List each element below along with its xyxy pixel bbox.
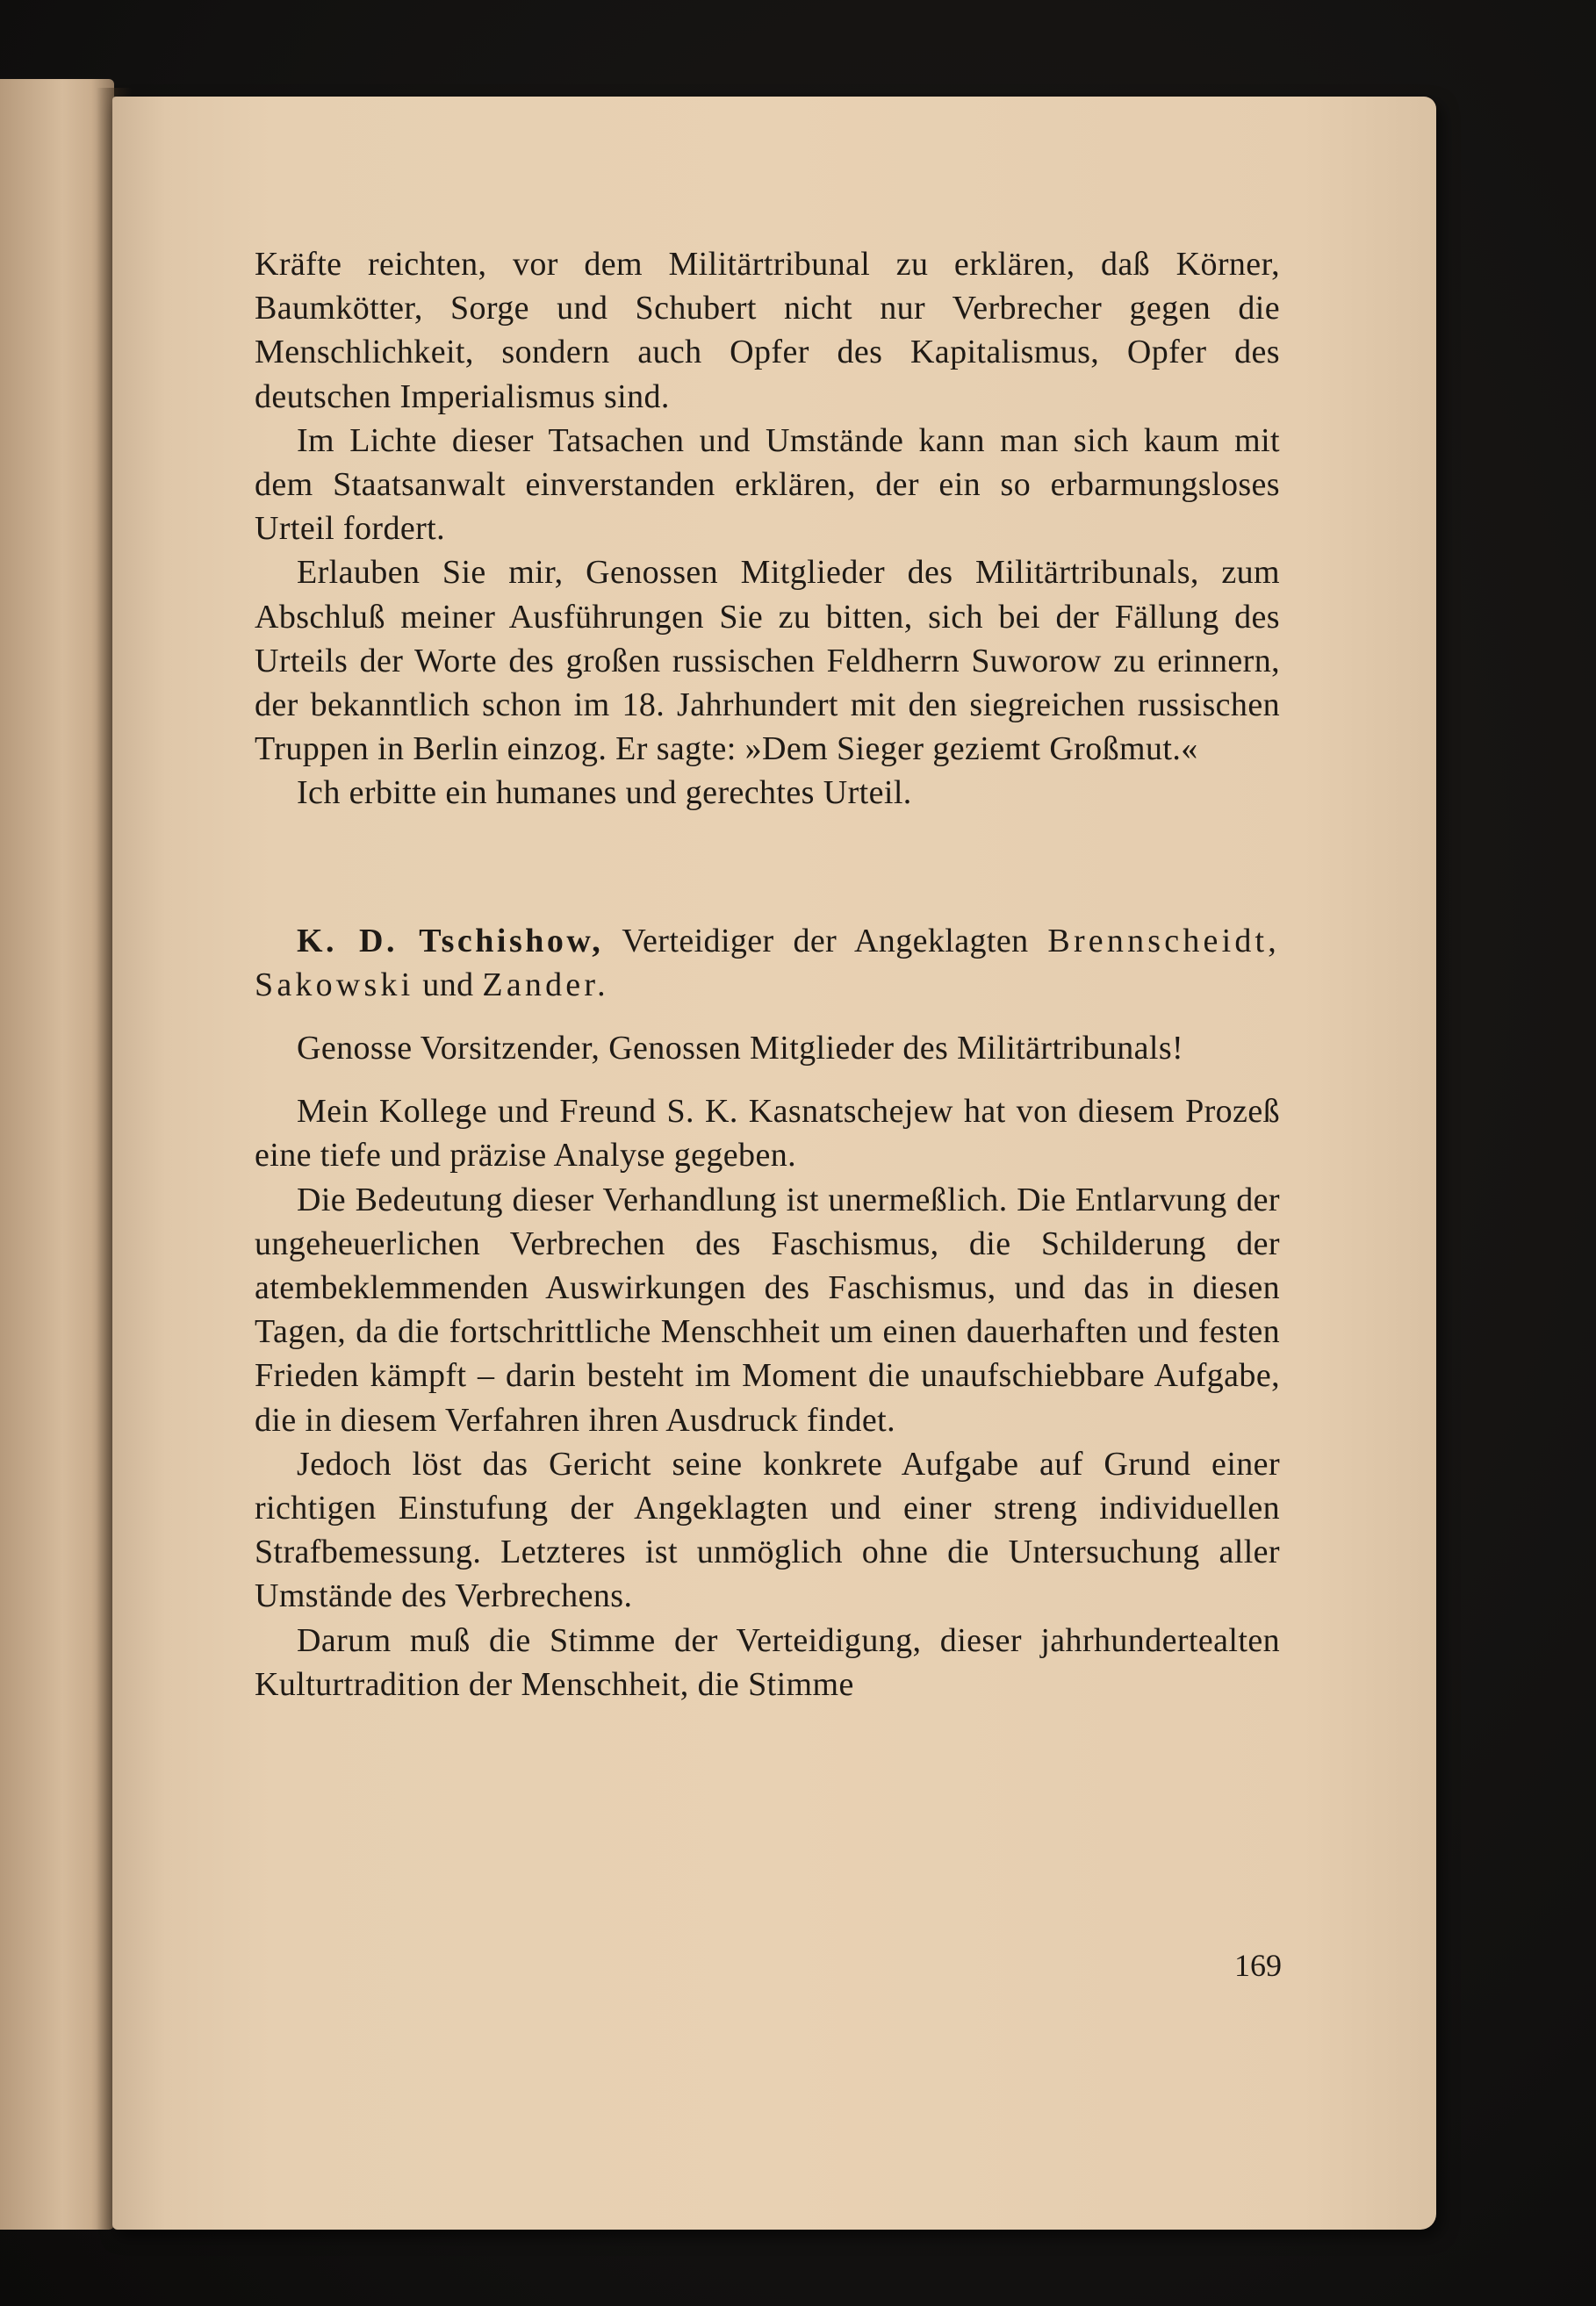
speaker-role: Verteidiger der Angeklagten [622,922,1029,959]
speaker-last-defendant: Zander. [482,966,609,1003]
paragraph-erbitte: Ich erbitte ein humanes und gerechtes Urteil. [297,774,912,812]
salutation: Genosse Vorsitzender, Genossen Mitglieder des Militärtribunals! [297,1030,1184,1067]
paragraph-bedeutung: Die Bedeutung dieser Verhandlung ist unermeßlich. Die Entlarvung der ungeheuerlichen Verbrechen des Faschismus, die Schilderung der atembeklemmenden Auswirkungen des Faschismus, und das in diesen Tagen, da die fortschrittliche Menschheit um einen dauerhaften und festen Frieden kämpft – darin besteht im Moment die unaufschiebbare Aufgabe, die in diesem Verfahren ihren Ausdruck findet. [255,1181,1280,1439]
page-number: 169 [1234,1948,1282,1983]
paragraph-continuation: Kräfte reichten, vor dem Militärtribunal zu erklären, daß Körner, Baumkötter, Sorge und Schubert nicht nur Verbrecher gegen die Menschlichkeit, sondern auch Opfer des Kapitalismus, Opfer des deutschen Imperialismus sind. [255,246,1280,415]
heading-gap [255,1007,1280,1026]
page-text [255,242,1280,1706]
speaker-heading [255,919,1280,1007]
speaker-conjunction: und [422,966,474,1003]
paragraph-jedoch: Jedoch löst das Gericht seine konkrete Aufgabe auf Grund einer richtigen Einstufung der Angeklagten und einer streng individuellen Strafbemessung. Letzteres ist unmöglich ohne die Untersuchung aller Umstände des Verbrechens. [255,1445,1280,1615]
paragraph-lichte: Im Lichte dieser Tatsachen und Umstände kann man sich kaum mit dem Staatsanwalt einverstanden erklären, der ein so erbarmungsloses Urteil fordert. [255,421,1280,548]
salutation-gap [255,1070,1280,1089]
paragraph-erlauben: Erlauben Sie mir, Genossen Mitglieder des Militärtribunals, zum Abschluß meiner Ausführungen Sie zu bitten, sich bei der Fällung des Urteils der Worte des großen russischen Feldherrn Suworow zu erinnern, der bekanntlich schon im 18. Jahrhundert mit den siegreichen russischen Truppen in Berlin einzog. Er sagte: »Dem Sieger geziemt Großmut.« [255,554,1280,768]
paragraph-kollege: Mein Kollege und Freund S. K. Kasnatschejew hat von diesem Prozeß eine tiefe und präzise Analyse gegeben. [255,1093,1280,1175]
section-gap [255,815,1280,919]
speaker-defendants: Brennscheidt, Sakowski [255,922,1281,1003]
paragraph-darum: Darum muß die Stimme der Verteidigung, dieser jahrhundertealten Kulturtradition der Menschheit, die Stimme [255,1621,1280,1703]
speaker-name: K. D. Tschishow, [297,922,604,959]
